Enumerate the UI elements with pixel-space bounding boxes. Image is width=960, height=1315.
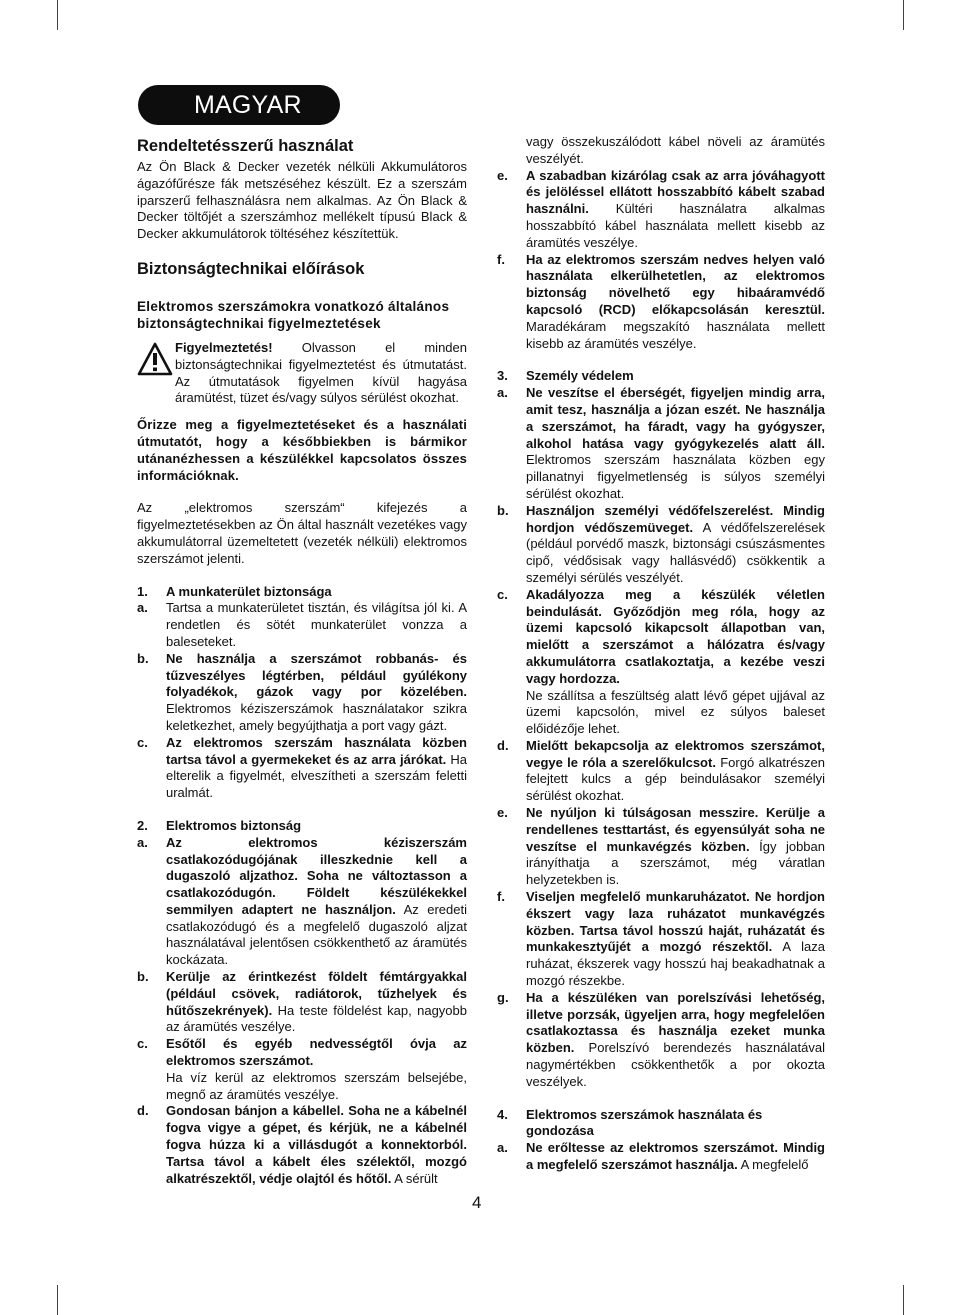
list-item: f. Ha az elektromos szerszám nedves helyen való használata elkerülhetetlen, az elektromos biztonság növelhető egy hibaáramvédő kapcsoló (RCD) előkapcsolásán keresztül. Maradékáram megszakító használata mellett kisebb az áramütés veszélye. [497,251,825,351]
warning-text [175,340,467,407]
page-number: 4 [472,1193,482,1212]
section-4-heading: 4. Elektromos szerszámok használata és gondozása [497,1106,763,1139]
list-item: c. Esőtől és egyéb nedvességtől óvja az elektromos szerszámot. Ha víz kerül az elektromos szerszám belsejébe, megnő az áramütés veszélye. [137,1036,467,1102]
crop-mark [57,0,58,30]
language-label: MAGYAR [194,91,302,119]
intended-use-title: Rendeltetésszerű használat [137,137,354,155]
safety-title: Biztonságtechnikai előírások [137,259,365,278]
list-item-continued: vagy összekuszálódott kábel növeli az áramütés veszélyét. [526,134,825,166]
intended-use-text: Az Ön Black & Decker vezeték nélküli Akkumulátoros ágazófűrésze fák metszéséhez készült. Ez a szerszám iparszerű felhasználásra nem alkalmas. Az Ön Black & Decker töltőjét a szerszámhoz mellékelt típusú Black & Decker akkumulátorok töltéséhez készítettük. [137,159,467,242]
warning-triangle-icon [137,342,173,407]
warning-body: Olvasson el minden biztonságtechnikai figyelmeztetést és útmutatást. Az útmutatások figyelmen kívül hagyása áramütést, tüzet és/vagy súlyos sérülést okozhat. [175,339,467,406]
list-item: a. Ne veszítse el éberségét, figyeljen mindig arra, amit tesz, használja a józan eszét. Ne használja a szerszámot, ha fáradt, vagy ha gyógyszer, alkohol hatása vagy gyógykezelés alatt áll. Elektromos szerszám használata közben egy pillanatnyi figyelmetlenség is súlyos személyi sérülést okozhat. [497,385,825,501]
crop-mark [57,1285,58,1315]
list-item: a. Ne erőltesse az elektromos szerszámot. Mindig a megfelelő szerszámot használja. A megfelelő [497,1140,825,1173]
list-item: e. Ne nyúljon ki túlságosan messzire. Kerülje a rendellenes testtartást, és egyensúlyát soha ne veszítse el munkavégzés közben. Így jobban irányíthatja a szerszámot, még váratlan helyzetekben is. [497,805,825,888]
right-column [497,134,825,1174]
list-item: a. Tartsa a munkaterületet tisztán, és világítsa jól ki. A rendetlen és sötét munkaterület vonzza a baleseteket. [137,600,467,649]
list-item: e. A szabadban kizárólag csak az arra jóváhagyott és jelöléssel ellátott hosszabbító kábelt szabad használni. Kültéri használatra alkalmas hosszabbító kábel használata mellett kisebb az áramütés veszélye. [497,167,825,250]
left-column [137,132,467,1187]
list-item: a. Az elektromos kéziszerszám csatlakozódugójának illeszkednie kell a dugaszoló aljzathoz. Soha ne változtasson a csatlakozódugón. Földelt készülékekkel semmilyen adaptert ne használjon. Az eredeti csatlakozódugó és a megfelelő dugaszoló aljzat használatával jelentősen csökkenthető az áramütés kockázata. [137,834,467,968]
list-item: b. Kerülje az érintkezést földelt fémtárgyakkal (például csövek, radiátorok, tűzhelyek és hűtőszekrények). Ha teste földelést kap, nagyobb az áramütés veszélye. [137,969,467,1035]
list-item: b. Használjon személyi védőfelszerelést. Mindig hordjon védőszemüveget. A védőfelszerelések (például porvédő maszk, biztonsági csúszásmentes cipő, védősisak vagy hallásvédő) csökkentik a személyi sérülés veszélyét. [497,502,825,585]
language-header [138,85,340,125]
section-2-heading: 2. Elektromos biztonság [137,817,302,833]
list-item: d. Gondosan bánjon a kábellel. Soha ne a kábelnél fogva vigye a gépet, és kérjük, ne a kábelnél fogva húzza ki a villásdugót a konnektorból. Tartsa távol a kábelt éles szélektől, mozgó alkatrészektől, védje olajtól és hőtől. A sérült [137,1103,467,1186]
keep-instructions-text: Őrizze meg a figyelmeztetéseket és a használati útmutatót, hogy a későbbiekben is bármikor utánanézhessen a készülékkel kapcsolatos összes információknak. [137,417,467,483]
crop-mark [903,1285,904,1315]
list-item: c. Akadályozza meg a készülék véletlen beindulását. Győződjön meg róla, hogy az üzemi kapcsoló kikapcsolt állapotban van, mielőtt a szerszámot a hálózatra és/vagy akkumulátorra csatlakoztatja, a kezébe veszi vagy hordozza. Ne szállítsa a feszültség alatt lévő gépet ujjával az üzemi kapcsolón, mivel ez súlyos baleset előidézője lehet. [497,586,825,737]
list-item: b. Ne használja a szerszámot robbanás- és tűzveszélyes légtérben, például gyúlékony folyadékok, gázok vagy por közelében. Elektromos kéziszerszámok használatakor szikra keletkezhet, amely begyújthatja a port vagy gázt. [137,650,467,733]
section-1-heading: 1. A munkaterület biztonsága [137,583,332,599]
section-3-heading: 3. Személy védelem [497,368,634,384]
crop-mark [903,0,904,30]
warning-block [137,340,467,407]
general-warnings-title: Elektromos szerszámokra vonatkozó általános biztonságtechnikai figyelmeztetések [137,298,450,331]
term-definition-text: Az „elektromos szerszám“ kifejezés a figyelmeztetésekben az Ön által használt vezetékes vagy akkumulátorral üzemeltetett (vezeték nélküli) elektromos szerszámot jelenti. [137,500,467,566]
list-item: g. Ha a készüléken van porelszívási lehetőség, illetve porzsák, ügyeljen arra, hogy megfelelően csatlakoztassa és használja ezeket munka közben. Porelszívó berendezés használatával nagymértékben csökkenthetők a por okozta veszélyek. [497,989,825,1089]
list-item: f. Viseljen megfelelő munkaruházatot. Ne hordjon ékszert vagy laza ruházatot munkavégzés közben. Tartsa távol hosszú haját, ruházatát és munkakesztyűjét a mozgó részektől. A laza ruházat, ékszerek vagy hosszú haj beakadhatnak a mozgó részekbe. [497,889,826,989]
list-item: c. Az elektromos szerszám használata közben tartsa távol a gyermekeket és az arra járókat. Ha elterelik a figyelmét, elveszítheti a szerszám feletti uralmát. [137,734,467,801]
warning-label: Figyelmeztetés! [175,339,273,355]
list-item: d. Mielőtt bekapcsolja az elektromos szerszámot, vegye le róla a szerelőkulcsot. Forgó alkatrészen felejtett kulcs a gép beindulásakor személyi sérülést okozhat. [497,737,825,804]
